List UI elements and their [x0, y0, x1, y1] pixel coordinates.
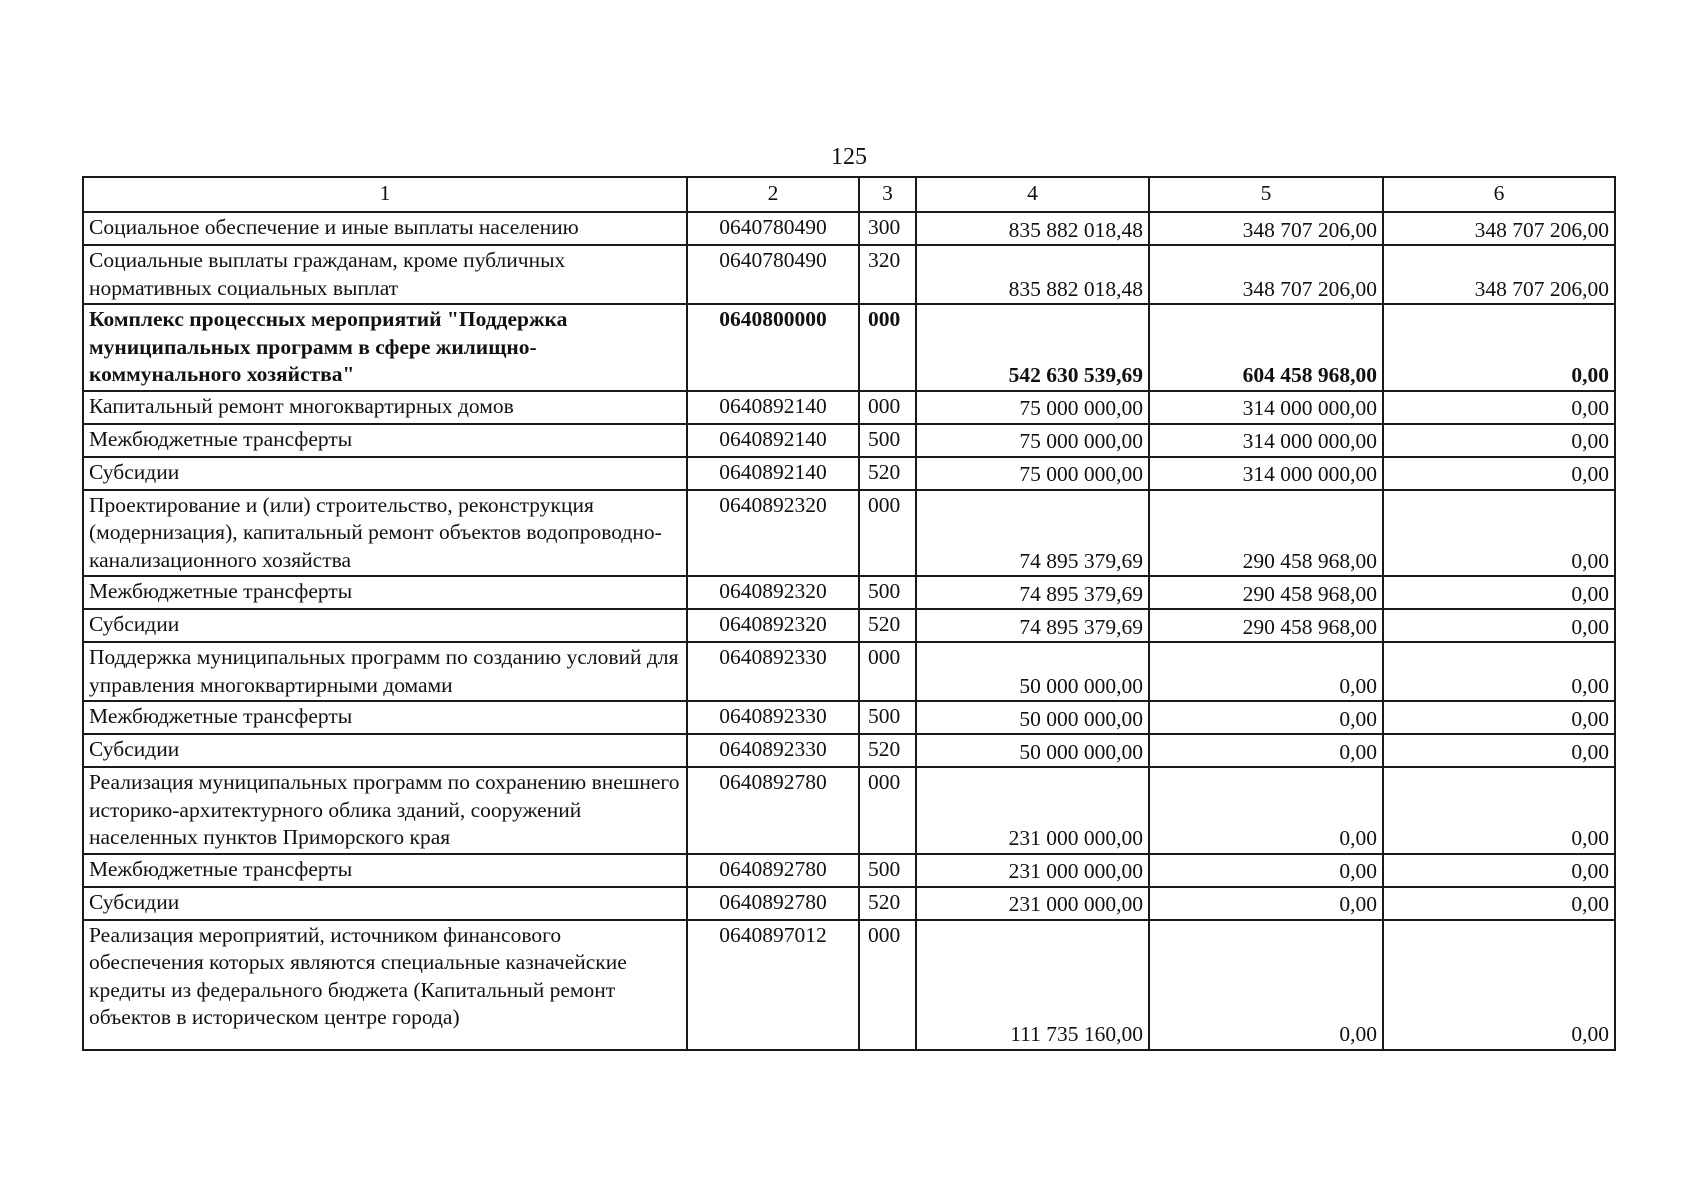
row-value-col4-cell: 111 735 160,00 [916, 920, 1149, 1050]
row-value-col6-cell: 0,00 [1383, 424, 1615, 457]
row-value-col6-cell: 0,00 [1383, 734, 1615, 767]
row-name-cell: Проектирование и (или) строительство, реконструкция (модернизация), капитальный ремонт объектов водопроводно-канализационного хозяйства [83, 490, 687, 577]
row-value-col4-cell: 50 000 000,00 [916, 642, 1149, 701]
row-value-col5-cell: 314 000 000,00 [1149, 424, 1383, 457]
table-row [83, 245, 1615, 304]
row-type-cell: 520 [859, 457, 916, 490]
row-value-col6-cell: 0,00 [1383, 887, 1615, 920]
row-name-cell: Межбюджетные трансферты [83, 701, 687, 734]
row-name-cell: Комплекс процессных мероприятий "Поддержка муниципальных программ в сфере жилищно-коммунального хозяйства" [83, 304, 687, 391]
row-value-col4-cell: 835 882 018,48 [916, 245, 1149, 304]
row-type-cell: 000 [859, 767, 916, 854]
row-value-col4-cell: 75 000 000,00 [916, 424, 1149, 457]
row-value-col4-cell: 542 630 539,69 [916, 304, 1149, 391]
row-type-cell: 520 [859, 887, 916, 920]
row-name-cell: Субсидии [83, 457, 687, 490]
table-row [83, 734, 1615, 767]
row-value-col5-cell: 0,00 [1149, 887, 1383, 920]
row-value-col4-cell: 231 000 000,00 [916, 887, 1149, 920]
row-type-cell: 500 [859, 576, 916, 609]
row-code-cell: 0640892780 [687, 887, 859, 920]
row-name-cell: Реализация муниципальных программ по сохранению внешнего историко-архитектурного облика зданий, сооружений населенных пунктов Приморского края [83, 767, 687, 854]
row-name-cell: Поддержка муниципальных программ по созданию условий для управления многоквартирными домами [83, 642, 687, 701]
row-value-col4-cell: 50 000 000,00 [916, 734, 1149, 767]
table-row [83, 304, 1615, 391]
table-row [83, 212, 1615, 245]
table-row [83, 391, 1615, 424]
row-value-col5-cell: 290 458 968,00 [1149, 576, 1383, 609]
row-value-col6-cell: 0,00 [1383, 576, 1615, 609]
row-type-cell: 000 [859, 642, 916, 701]
row-value-col6-cell: 0,00 [1383, 304, 1615, 391]
row-code-cell: 0640892780 [687, 854, 859, 887]
row-type-cell: 520 [859, 609, 916, 642]
table-row [83, 457, 1615, 490]
row-value-col4-cell: 50 000 000,00 [916, 701, 1149, 734]
row-value-col4-cell: 231 000 000,00 [916, 767, 1149, 854]
row-value-col5-cell: 0,00 [1149, 854, 1383, 887]
row-value-col6-cell: 0,00 [1383, 490, 1615, 577]
row-code-cell: 0640892140 [687, 457, 859, 490]
row-value-col4-cell: 75 000 000,00 [916, 391, 1149, 424]
row-value-col5-cell: 290 458 968,00 [1149, 609, 1383, 642]
row-type-cell: 000 [859, 391, 916, 424]
row-value-col6-cell: 0,00 [1383, 854, 1615, 887]
table-row [83, 424, 1615, 457]
table-body [83, 212, 1615, 1050]
table-row [83, 767, 1615, 854]
row-type-cell: 520 [859, 734, 916, 767]
row-type-cell: 300 [859, 212, 916, 245]
table-row [83, 609, 1615, 642]
row-value-col5-cell: 0,00 [1149, 701, 1383, 734]
row-name-cell: Субсидии [83, 887, 687, 920]
column-header: 5 [1149, 177, 1383, 212]
row-value-col5-cell: 0,00 [1149, 767, 1383, 854]
row-name-cell: Социальное обеспечение и иные выплаты населению [83, 212, 687, 245]
row-code-cell: 0640892780 [687, 767, 859, 854]
row-value-col5-cell: 348 707 206,00 [1149, 245, 1383, 304]
row-value-col6-cell: 348 707 206,00 [1383, 212, 1615, 245]
row-value-col4-cell: 75 000 000,00 [916, 457, 1149, 490]
row-code-cell: 0640892330 [687, 701, 859, 734]
row-value-col4-cell: 74 895 379,69 [916, 576, 1149, 609]
row-value-col6-cell: 348 707 206,00 [1383, 245, 1615, 304]
row-code-cell: 0640800000 [687, 304, 859, 391]
row-value-col6-cell: 0,00 [1383, 391, 1615, 424]
table-row [83, 701, 1615, 734]
table-row [83, 887, 1615, 920]
row-name-cell: Социальные выплаты гражданам, кроме публичных нормативных социальных выплат [83, 245, 687, 304]
column-header: 6 [1383, 177, 1615, 212]
row-type-cell: 500 [859, 854, 916, 887]
table-row [83, 854, 1615, 887]
row-code-cell: 0640892140 [687, 424, 859, 457]
row-value-col4-cell: 231 000 000,00 [916, 854, 1149, 887]
table-row [83, 576, 1615, 609]
budget-table [82, 176, 1616, 1051]
row-name-cell: Межбюджетные трансферты [83, 854, 687, 887]
row-value-col5-cell: 604 458 968,00 [1149, 304, 1383, 391]
row-value-col6-cell: 0,00 [1383, 767, 1615, 854]
row-code-cell: 0640892320 [687, 609, 859, 642]
column-header: 3 [859, 177, 916, 212]
row-value-col6-cell: 0,00 [1383, 609, 1615, 642]
row-name-cell: Межбюджетные трансферты [83, 576, 687, 609]
row-code-cell: 0640897012 [687, 920, 859, 1050]
row-code-cell: 0640780490 [687, 245, 859, 304]
row-value-col4-cell: 835 882 018,48 [916, 212, 1149, 245]
row-type-cell: 000 [859, 490, 916, 577]
row-value-col5-cell: 0,00 [1149, 642, 1383, 701]
row-value-col5-cell: 348 707 206,00 [1149, 212, 1383, 245]
row-value-col5-cell: 290 458 968,00 [1149, 490, 1383, 577]
row-code-cell: 0640892320 [687, 576, 859, 609]
row-name-cell: Реализация мероприятий, источником финансового обеспечения которых являются специальные казначейские кредиты из федерального бюджета (Капитальный ремонт объектов в историческом центре города) [83, 920, 687, 1050]
row-value-col6-cell: 0,00 [1383, 642, 1615, 701]
row-type-cell: 000 [859, 920, 916, 1050]
row-type-cell: 500 [859, 701, 916, 734]
row-code-cell: 0640780490 [687, 212, 859, 245]
row-value-col5-cell: 314 000 000,00 [1149, 457, 1383, 490]
row-name-cell: Субсидии [83, 609, 687, 642]
row-code-cell: 0640892320 [687, 490, 859, 577]
header-row [83, 177, 1615, 212]
row-value-col4-cell: 74 895 379,69 [916, 609, 1149, 642]
row-value-col6-cell: 0,00 [1383, 920, 1615, 1050]
column-header: 4 [916, 177, 1149, 212]
table-row [83, 490, 1615, 577]
row-value-col5-cell: 0,00 [1149, 734, 1383, 767]
row-code-cell: 0640892330 [687, 642, 859, 701]
row-type-cell: 500 [859, 424, 916, 457]
row-value-col6-cell: 0,00 [1383, 701, 1615, 734]
table-row [83, 920, 1615, 1050]
page-number: 125 [831, 144, 867, 170]
row-name-cell: Межбюджетные трансферты [83, 424, 687, 457]
row-value-col6-cell: 0,00 [1383, 457, 1615, 490]
row-name-cell: Субсидии [83, 734, 687, 767]
column-header: 2 [687, 177, 859, 212]
row-name-cell: Капитальный ремонт многоквартирных домов [83, 391, 687, 424]
table-row [83, 642, 1615, 701]
row-type-cell: 000 [859, 304, 916, 391]
row-value-col5-cell: 0,00 [1149, 920, 1383, 1050]
column-header: 1 [83, 177, 687, 212]
row-type-cell: 320 [859, 245, 916, 304]
row-code-cell: 0640892140 [687, 391, 859, 424]
row-value-col4-cell: 74 895 379,69 [916, 490, 1149, 577]
row-code-cell: 0640892330 [687, 734, 859, 767]
row-value-col5-cell: 314 000 000,00 [1149, 391, 1383, 424]
